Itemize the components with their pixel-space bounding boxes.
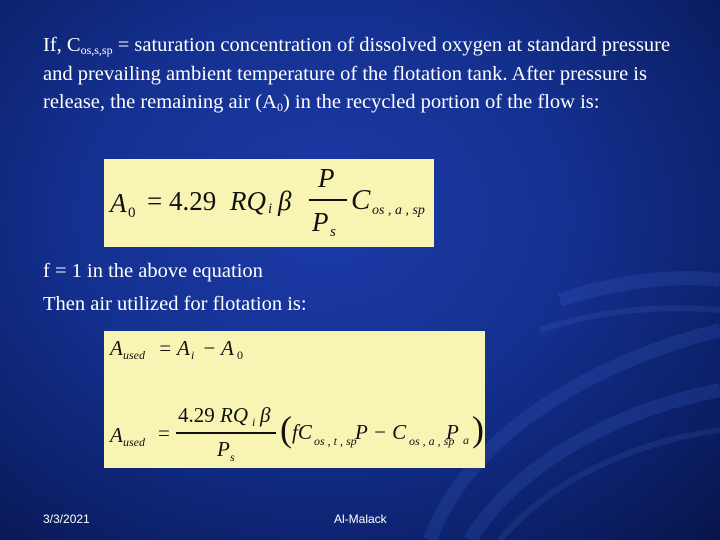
text-f-equals-1: f = 1 in the above equation	[43, 260, 263, 282]
equation-a-used: A used = A i − A 0 A used = 4.29 RQ i β P s ( fC os , t , sp P − C os , a , sp P a )	[104, 331, 485, 468]
fraction-bar	[176, 432, 276, 434]
fraction-bar	[309, 199, 347, 201]
equation-a0: A 0 = 4.29 RQ i β P P s C os , a , sp	[104, 159, 434, 247]
intro-paragraph: If, $C_{os,s,sp}$ = saturation concentration of dissolved oxygen at standard pressure and prevailing ambient temperature of the flotation tank. After pressure is release, the remaining air $(A_0)$ in the recycled portion of the flow is:	[43, 34, 671, 115]
footer-date: 3/3/2021	[43, 512, 90, 526]
text-air-utilized: Then air utilized for flotation is:	[43, 293, 307, 315]
footer-author: Al-Malack	[334, 512, 387, 526]
